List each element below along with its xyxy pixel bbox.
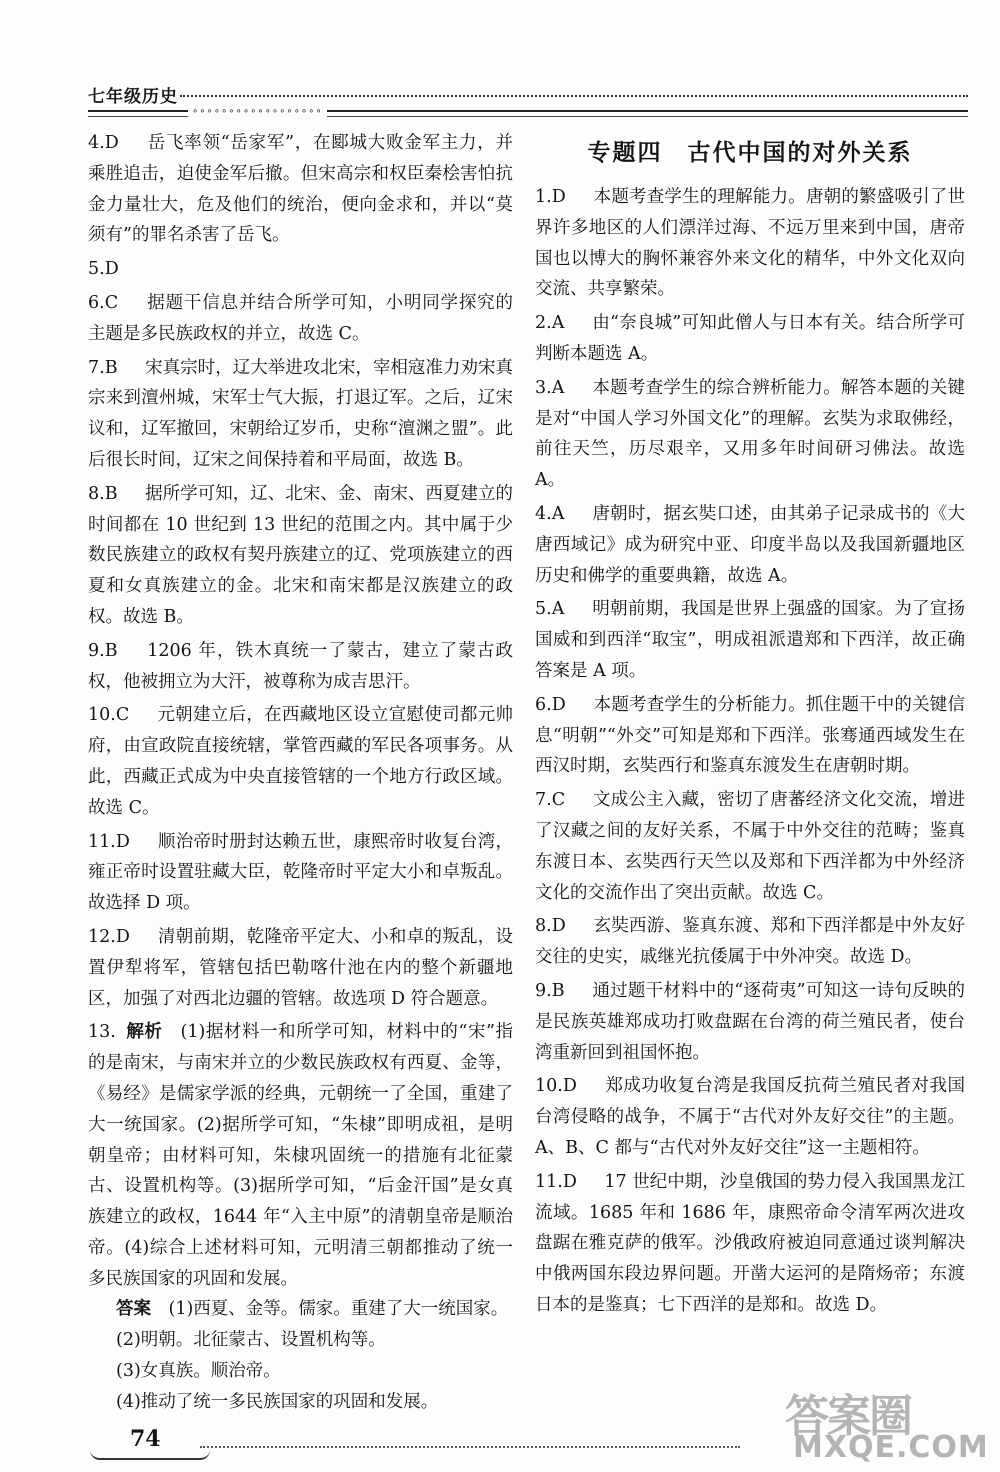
answer-explanation: 唐朝时，据玄奘口述，由其弟子记录成书的《大唐西域记》成为研究中亚、印度半岛以及我国新疆地区历史和佛学的重要典籍，故选 A。 (535, 503, 965, 586)
answer-entry-13 (88, 1017, 513, 1417)
header-dotted-rule (180, 95, 968, 97)
answer-number: 2.A (535, 313, 565, 334)
answer-entry (535, 594, 965, 686)
answer-entry (535, 911, 965, 973)
answer-entry (88, 254, 513, 285)
answer-explanation: 据题干信息并结合所学可知，小明同学探究的主题是多民族政权的并立，故选 C。 (88, 292, 514, 344)
answer-number: 7.B (88, 357, 118, 378)
answer-entry (88, 353, 513, 476)
answer-explanation: 据所学可知，辽、北宋、金、南宋、西夏建立的时间都在 10 世纪到 13 世纪的范围之内。其中属于少数民族建立的政权有契丹族建立的辽、党项族建立的西夏和女真族建立的金。北宋和南宋都是汉族建立的政权。故选 B。 (88, 483, 514, 627)
answer-number: 13. (88, 1022, 116, 1043)
answer-number: 6.D (535, 694, 566, 715)
section-title: 专题四 古代中国的对外关系 (587, 140, 913, 166)
watermark-logo: 答案圈 (785, 1391, 911, 1442)
header-ornament: ∘∘∘∘∘∘∘∘∘∘∘∘∘∘∘∘∘∘ (188, 106, 327, 117)
analysis-label: 解析 (125, 1022, 163, 1043)
answer-entry (88, 128, 513, 251)
watermark-url: MXQE.COM (793, 1430, 989, 1465)
answer-entry (88, 636, 513, 698)
answer-entry (535, 182, 965, 305)
answer-number: 11.D (88, 831, 130, 852)
answer-explanation: 清朝前期，乾隆帝平定大、小和卓的叛乱，设置伊犁将军，管辖包括巴勒喀什池在内的整个新疆地区，加强了对西北边疆的管辖。故选项 D 符合题意。 (88, 926, 514, 1009)
answer-number: 5.A (535, 599, 565, 620)
answer-line-2: (2)明朝。北征蒙古、设置机构等。 (116, 1330, 386, 1351)
answer-entry (88, 700, 513, 823)
answer-entry (535, 373, 965, 496)
answer-number: 10.C (88, 705, 130, 726)
answer-number: 9.B (535, 980, 565, 1001)
answer-explanation: 明朝前期，我国是世界上强盛的国家。为了宣扬国威和到西洋“取宝”，明成祖派遣郑和下西洋，故正确答案是 A 项。 (535, 599, 965, 681)
answer-explanation: 1206 年，铁木真统一了蒙古，建立了蒙古政权，他被拥立为大汗，被尊称为成吉思汗。 (88, 640, 513, 692)
answer-explanation: 元朝建立后，在西藏地区设立宣慰使司都元帅府，由宣政院直接统辖，掌管西藏的军民各项事务。从此，西藏正式成为中央直接管辖的一个地方行政区域。故选 C。 (88, 705, 514, 818)
answer-entry (88, 288, 513, 350)
answer-number: 12.D (88, 926, 130, 947)
answer-number: 8.B (88, 483, 118, 504)
answer-number: 4.D (88, 133, 119, 153)
answer-explanation: 通过题干材料中的“逐荷夷”可知这一诗句反映的是民族英雄郑成功打败盘踞在台湾的荷兰殖民者，使台湾重新回到祖国怀抱。 (535, 980, 965, 1063)
answer-explanation: 顺治帝时册封达赖五世，康熙帝时收复台湾，雍正帝时设置驻藏大臣，乾隆帝时平定大小和卓叛乱。故选择 D 项。 (88, 831, 514, 914)
answer-number: 3.A (535, 377, 565, 398)
answer-explanation: 玄奘西游、鉴真东渡、郑和下西洋都是中外友好交往的史实，戚继光抗倭属于中外冲突。故选 D。 (535, 916, 966, 968)
answer-explanation: 宋真宗时，辽大举进攻北宋，宰相寇准力劝宋真宗来到澶州城，宋军士气大振，打退辽军。之后，辽宋议和，辽军撤回，宋朝给辽岁币，史称“澶渊之盟”。此后很长时间，辽宋之间保持着和平局面，故选 B。 (88, 357, 514, 470)
answer-entry (88, 827, 513, 919)
answer-number: 8.D (535, 916, 566, 937)
answer-explanation: 文成公主入藏，密切了唐蕃经济文化交流，增进了汉藏之间的友好关系，不属于中外交往的范畴；鉴真东渡日本、玄奘西行天竺以及郑和下西洋都为中外经济文化的交流作出了突出贡献。故选 C。 (535, 790, 966, 903)
analysis-text: (1)据材料一和所学可知，材料中的“宋”指的是南宋，与南宋并立的少数民族政权有西夏、金等，《易经》是儒家学派的经典，元朝统一了全国，重建了大一统国家。(2)据所学可知，“朱棣”即明成祖，是明朝皇帝；由材料可知，朱棣巩固统一的措施有北征蒙古、设置机构等。(3)据所学可知，“后金汗国”是女真族建立的政权，1644 年“入主中原”的清朝皇帝是顺治帝。(4)综合上述材料可知，元明清三朝都推动了统一多民族国家的巩固和发展。 (88, 1022, 514, 1289)
answer-entry (535, 308, 965, 370)
answer-explanation: 由“奈良城”可知此僧人与日本有关。结合所学可判断本题选 A。 (535, 313, 965, 364)
right-answer-list (535, 182, 965, 1321)
left-column (88, 128, 513, 1421)
answer-number: 9.B (88, 640, 118, 661)
answer-number: 7.C (535, 790, 566, 811)
answer-entry (535, 785, 965, 908)
right-column (535, 128, 965, 1324)
watermark (785, 1380, 989, 1468)
answer-number: 11.D (535, 1171, 577, 1192)
page-header (88, 82, 968, 106)
answer-explanation: 岳飞率领“岳家军”，在郾城大败金军主力，并乘胜追击，迫使金军后撤。但宋高宗和权臣秦桧害怕抗金力量壮大，危及他们的统治，便向金求和，并以“莫须有”的罪名杀害了岳飞。 (88, 133, 513, 246)
answer-entry (535, 1167, 965, 1321)
answer-explanation: 本题考查学生的理解能力。唐朝的繁盛吸引了世界许多地区的人们漂洋过海、不远万里来到中国，唐帝国也以博大的胸怀兼容外来文化的精华，中外文化双向交流、共享繁荣。 (535, 187, 966, 300)
header-rule (88, 108, 968, 122)
answer-explanation: 本题考查学生的综合辨析能力。解答本题的关键是对“中国人学习外国文化”的理解。玄奘为求取佛经，前往天竺，历尽艰辛，又用多年时间研习佛法。故选 A。 (535, 377, 965, 491)
answer-explanation: 本题考查学生的分析能力。抓住题干中的关键信息“明朝”“外交”可知是郑和下西洋。张骞通西域发生在西汉时期，玄奘西行和鉴真东渡发生在唐朝时期。 (535, 694, 966, 777)
answer-entry (535, 499, 965, 591)
footer-dotted-rule (200, 1446, 740, 1448)
answer-line-1: (1)西夏、金等。儒家。重建了大一统国家。 (168, 1299, 509, 1320)
answer-explanation: 17 世纪中期，沙皇俄国的势力侵入我国黑龙江流域。1685 年和 1686 年，康熙帝命令清军两次进攻盘踞在雅克萨的俄军。沙俄政府被迫同意通过谈判解决中俄两国东段边界问题。开凿大运河的是隋炀帝；东渡日本的是鉴真；七下西洋的是郑和。故选 D。 (535, 1171, 965, 1315)
answer-line-4: (4)推动了统一多民族国家的巩固和发展。 (116, 1391, 439, 1412)
answer-number: 10.D (535, 1076, 577, 1097)
answer-line-3: (3)女真族。顺治帝。 (116, 1361, 281, 1382)
answer-entry (88, 479, 513, 633)
left-answer-list (88, 128, 513, 1014)
answer-explanation: 郑成功收复台湾是我国反抗荷兰殖民者对我国台湾侵略的战争，不属于“古代对外友好交往”的主题。A、B、C 都与“古代对外友好交往”这一主题相符。 (535, 1076, 966, 1158)
page-number: 74 (130, 1426, 161, 1452)
answer-entry (88, 922, 513, 1014)
answer-number: 1.D (535, 187, 566, 207)
header-title: 七年级历史 (88, 87, 178, 107)
answer-entry (535, 690, 965, 782)
answer-number: 6.C (88, 292, 119, 313)
answer-entry (535, 976, 965, 1068)
answer-entry (535, 1071, 965, 1163)
answer-label: 答案 (116, 1299, 151, 1320)
answer-number: 5.D (88, 259, 119, 280)
answer-number: 4.A (535, 503, 565, 524)
